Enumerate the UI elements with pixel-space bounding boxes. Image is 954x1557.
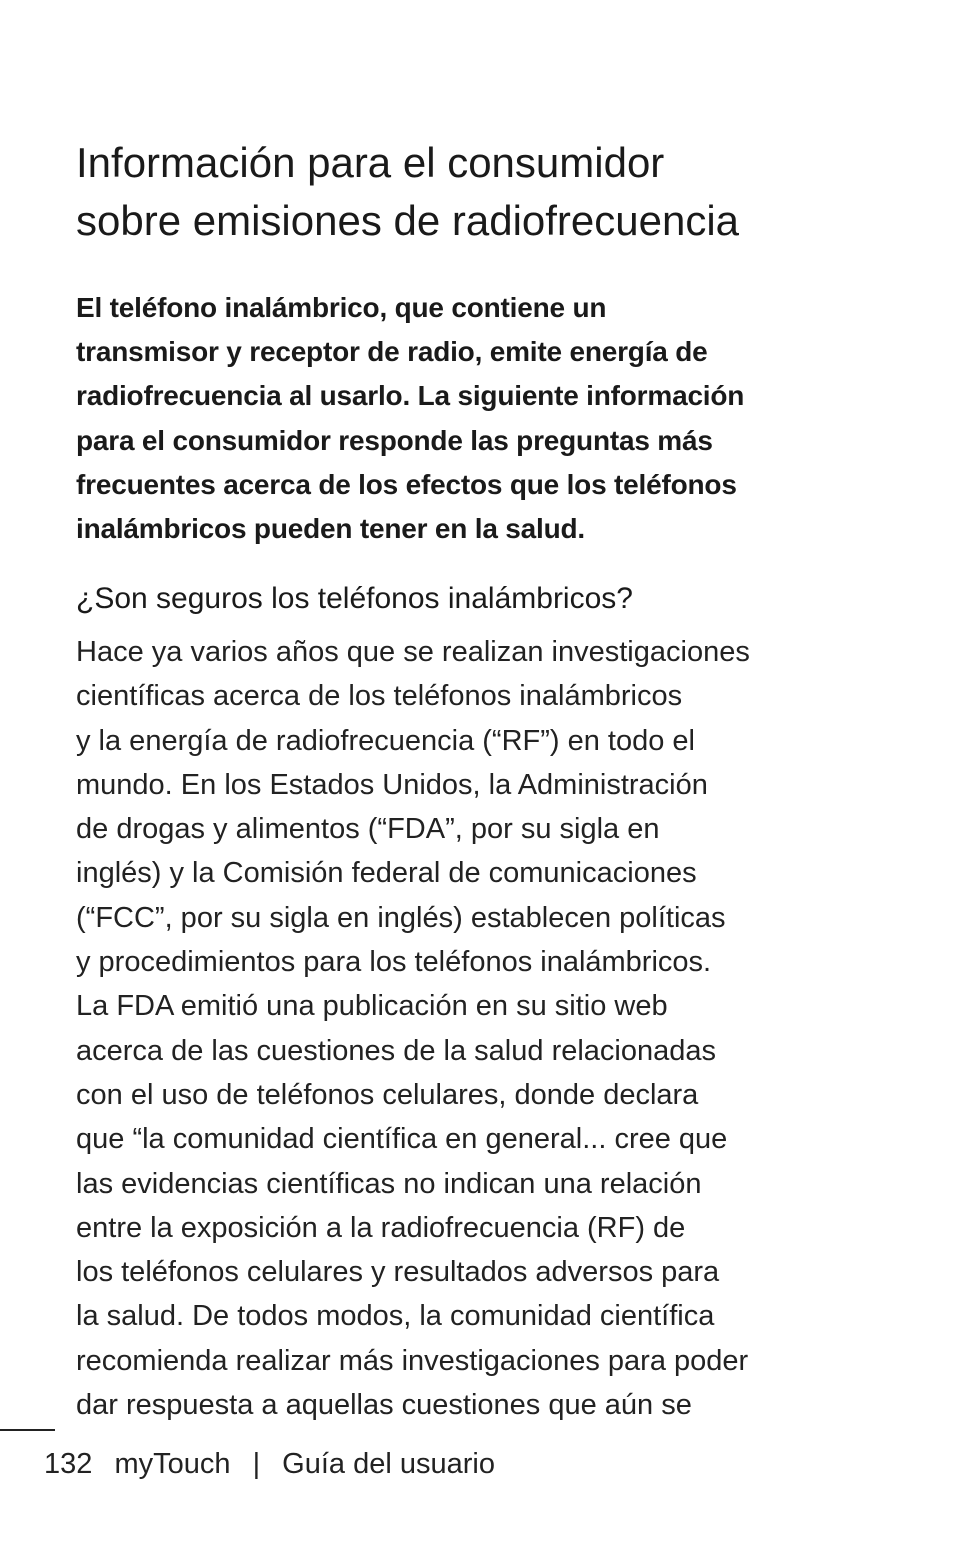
lead-line: inalámbricos pueden tener en la salud. [76,513,585,545]
section-heading: ¿Son seguros los teléfonos inalámbricos? [76,582,633,615]
body-line: acerca de las cuestiones de la salud relacionadas [76,1034,717,1067]
title-line: sobre emisiones de radiofrecuencia [76,197,740,244]
body-line: la salud. De todos modos, la comunidad científica [76,1300,715,1333]
body-line: mundo. En los Estados Unidos, la Administración [76,768,708,801]
body-line: (“FCC”, por su sigla en inglés) establecen políticas [76,901,726,934]
footer-separator: | [252,1448,261,1480]
lead-line: para el consumidor responde las preguntas más [76,424,713,456]
body-line: dar respuesta a aquellas cuestiones que aún se [76,1389,692,1422]
lead-line: transmisor y receptor de radio, emite energía de [76,336,708,368]
lead-line: frecuentes acerca de los efectos que los teléfonos [76,468,737,500]
product-name: myTouch [114,1448,231,1480]
title-line: Información para el consumidor [76,139,665,186]
page-number: 132 [44,1448,93,1480]
body-paragraph [76,630,750,1427]
body-line: que “la comunidad científica en general... cree que [76,1123,728,1156]
body-line: inglés) y la Comisión federal de comunicaciones [76,857,697,890]
body-line: recomienda realizar más investigaciones para poder [76,1344,749,1377]
body-line: y la energía de radiofrecuencia (“RF”) en todo el [76,724,695,757]
body-line: las evidencias científicas no indican una relación [76,1167,702,1200]
body-line: La FDA emitió una publicación en su sitio web [76,990,668,1023]
lead-paragraph [76,286,744,551]
guide-name: Guía del usuario [282,1448,495,1480]
body-line: y procedimientos para los teléfonos inalámbricos. [76,946,712,979]
lead-line: El teléfono inalámbrico, que contiene un [76,292,607,323]
footer-divider [0,1429,55,1431]
page-footer [44,1444,509,1484]
body-line: entre la exposición a la radiofrecuencia (RF) de [76,1211,686,1244]
body-line: los teléfonos celulares y resultados adversos para [76,1256,720,1289]
body-line: con el uso de teléfonos celulares, donde declara [76,1078,699,1111]
page-title [76,134,739,250]
body-line: de drogas y alimentos (“FDA”, por su sigla en [76,813,660,846]
body-line: científicas acerca de los teléfonos inalámbricos [76,680,683,713]
body-line: Hace ya varios años que se realizan investigaciones [76,636,750,668]
lead-line: radiofrecuencia al usarlo. La siguiente información [76,380,745,412]
